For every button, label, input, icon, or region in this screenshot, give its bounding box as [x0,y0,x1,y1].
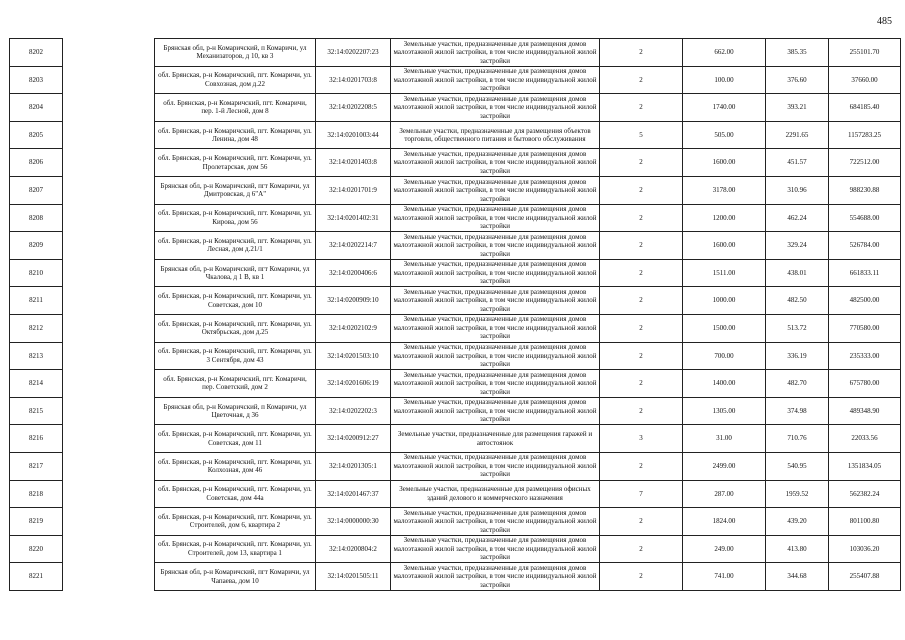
use-group-code-cell: 2 [600,535,683,563]
cadastral-number-cell: 32:14:0202214:7 [316,232,391,260]
land-use-cell: Земельные участки, предназначенные для размещения домов малоэтажной жилой застройки, в том числе индивидуальной жилой застройки [391,287,600,315]
specific-value-cell: 1959.52 [766,480,829,508]
cadastral-number-cell: 32:14:0202202:3 [316,397,391,425]
address-cell: Брянская обл, р-н Комаричский, пгт Комаричи, ул Чапаева, дом 10 [155,563,316,591]
row-number-cell: 8204 [10,94,63,122]
specific-value-cell: 329.24 [766,232,829,260]
land-use-cell: Земельные участки, предназначенные для размещения объектов торговли, общественного питания и бытового обслуживания [391,121,600,149]
row-number-cell: 8216 [10,425,63,453]
cadastral-value-cell: 37660.00 [829,66,901,94]
cadastral-value-cell: 988230.88 [829,176,901,204]
use-group-code-cell: 2 [600,314,683,342]
table-row [10,535,901,563]
area-cell: 1200.00 [683,204,766,232]
land-use-cell: Земельные участки, предназначенные для размещения офисных зданий делового и коммерческого назначения [391,480,600,508]
blank-cell [63,94,155,122]
specific-value-cell: 439.20 [766,508,829,536]
specific-value-cell: 344.68 [766,563,829,591]
table-row [10,508,901,536]
use-group-code-cell: 2 [600,39,683,67]
specific-value-cell: 393.21 [766,94,829,122]
specific-value-cell: 336.19 [766,342,829,370]
specific-value-cell: 376.60 [766,66,829,94]
use-group-code-cell: 3 [600,425,683,453]
area-cell: 1305.00 [683,397,766,425]
use-group-code-cell: 2 [600,94,683,122]
address-cell: обл. Брянская, р-н Комаричский, пгт. Комаричи, ул. Лесная, дом д.21/1 [155,232,316,260]
address-cell: обл. Брянская, р-н Комаричский, пгт. Комаричи, пер. Советский, дом 2 [155,370,316,398]
land-use-cell: Земельные участки, предназначенные для размещения домов малоэтажной жилой застройки, в том числе индивидуальной жилой застройки [391,535,600,563]
table-body [10,39,901,591]
address-cell: обл. Брянская, р-н Комаричский, пгт. Комаричи, ул. Строителей, дом 13, квартира 1 [155,535,316,563]
use-group-code-cell: 2 [600,204,683,232]
cadastral-number-cell: 32:14:0202102:9 [316,314,391,342]
blank-cell [63,342,155,370]
blank-cell [63,535,155,563]
cadastral-value-cell: 1351834.05 [829,452,901,480]
use-group-code-cell: 2 [600,149,683,177]
table-row [10,94,901,122]
address-cell: Брянская обл, р-н Комаричский, п Комаричи, ул Механизаторов, д 10, кв 3 [155,39,316,67]
land-use-cell: Земельные участки, предназначенные для размещения домов малоэтажной жилой застройки, в том числе индивидуальной жилой застройки [391,66,600,94]
table-row [10,425,901,453]
blank-cell [63,508,155,536]
specific-value-cell: 710.76 [766,425,829,453]
cadastral-value-cell: 235333.00 [829,342,901,370]
table-row [10,149,901,177]
land-registry-table [9,38,901,591]
address-cell: обл. Брянская, р-н Комаричский, пгт. Комаричи, ул. Совхозная, дом д.22 [155,66,316,94]
table-row [10,121,901,149]
area-cell: 249.00 [683,535,766,563]
area-cell: 1000.00 [683,287,766,315]
use-group-code-cell: 2 [600,66,683,94]
land-use-cell: Земельные участки, предназначенные для размещения домов малоэтажной жилой застройки, в том числе индивидуальной жилой застройки [391,204,600,232]
cadastral-number-cell: 32:14:0202208:5 [316,94,391,122]
area-cell: 1511.00 [683,259,766,287]
table-row [10,259,901,287]
cadastral-number-cell: 32:14:0200804:2 [316,535,391,563]
area-cell: 2499.00 [683,452,766,480]
specific-value-cell: 540.95 [766,452,829,480]
cadastral-number-cell: 32:14:0200909:10 [316,287,391,315]
area-cell: 1400.00 [683,370,766,398]
address-cell: Брянская обл, р-н Комаричский, п Комаричи, ул Цветочная, д 36 [155,397,316,425]
area-cell: 1500.00 [683,314,766,342]
cadastral-number-cell: 32:14:0201305:1 [316,452,391,480]
address-cell: обл. Брянская, р-н Комаричский, пгт. Комаричи, ул. Советская, дом 44а [155,480,316,508]
blank-cell [63,66,155,94]
land-use-cell: Земельные участки, предназначенные для размещения домов малоэтажной жилой застройки, в том числе индивидуальной жилой застройки [391,94,600,122]
use-group-code-cell: 7 [600,480,683,508]
table-row [10,397,901,425]
area-cell: 1600.00 [683,149,766,177]
area-cell: 1740.00 [683,94,766,122]
row-number-cell: 8206 [10,149,63,177]
address-cell: обл. Брянская, р-н Комаричский, пгт. Комаричи, ул. Строителей, дом 6, квартира 2 [155,508,316,536]
table-row [10,204,901,232]
use-group-code-cell: 2 [600,370,683,398]
area-cell: 700.00 [683,342,766,370]
cadastral-value-cell: 661833.11 [829,259,901,287]
blank-cell [63,287,155,315]
cadastral-value-cell: 554688.00 [829,204,901,232]
cadastral-number-cell: 32:14:0201402:31 [316,204,391,232]
table-row [10,66,901,94]
specific-value-cell: 482.70 [766,370,829,398]
blank-cell [63,149,155,177]
blank-cell [63,314,155,342]
cadastral-number-cell: 32:14:0201503:10 [316,342,391,370]
address-cell: обл. Брянская, р-н Комаричский, пгт. Комаричи, ул. Кирова, дом 56 [155,204,316,232]
row-number-cell: 8213 [10,342,63,370]
land-use-cell: Земельные участки, предназначенные для размещения домов малоэтажной жилой застройки, в том числе индивидуальной жилой застройки [391,508,600,536]
cadastral-value-cell: 482500.00 [829,287,901,315]
row-number-cell: 8203 [10,66,63,94]
specific-value-cell: 451.57 [766,149,829,177]
area-cell: 100.00 [683,66,766,94]
use-group-code-cell: 2 [600,232,683,260]
blank-cell [63,176,155,204]
address-cell: обл. Брянская, р-н Комаричский, пгт. Комаричи, ул. Колхозная, дом 46 [155,452,316,480]
blank-cell [63,425,155,453]
row-number-cell: 8217 [10,452,63,480]
area-cell: 31.00 [683,425,766,453]
row-number-cell: 8215 [10,397,63,425]
cadastral-value-cell: 770580.00 [829,314,901,342]
row-number-cell: 8211 [10,287,63,315]
cadastral-number-cell: 32:14:0201467:37 [316,480,391,508]
use-group-code-cell: 2 [600,287,683,315]
row-number-cell: 8219 [10,508,63,536]
cadastral-number-cell: 32:14:0202207:23 [316,39,391,67]
specific-value-cell: 374.98 [766,397,829,425]
address-cell: обл. Брянская, р-н Комаричский, пгт. Комаричи, ул. 3 Сентября, дом 43 [155,342,316,370]
cadastral-value-cell: 562382.24 [829,480,901,508]
area-cell: 287.00 [683,480,766,508]
blank-cell [63,563,155,591]
table-row [10,342,901,370]
table-row [10,480,901,508]
area-cell: 741.00 [683,563,766,591]
table-row [10,39,901,67]
use-group-code-cell: 2 [600,508,683,536]
address-cell: Брянская обл, р-н Комаричский, пгт Комаричи, ул Дмитровская, д 6"А" [155,176,316,204]
table-row [10,452,901,480]
land-use-cell: Земельные участки, предназначенные для размещения домов малоэтажной жилой застройки, в том числе индивидуальной жилой застройки [391,397,600,425]
table-row [10,176,901,204]
land-use-cell: Земельные участки, предназначенные для размещения домов малоэтажной жилой застройки, в том числе индивидуальной жилой застройки [391,370,600,398]
land-use-cell: Земельные участки, предназначенные для размещения домов малоэтажной жилой застройки, в том числе индивидуальной жилой застройки [391,563,600,591]
row-number-cell: 8208 [10,204,63,232]
blank-cell [63,370,155,398]
row-number-cell: 8205 [10,121,63,149]
land-use-cell: Земельные участки, предназначенные для размещения домов малоэтажной жилой застройки, в том числе индивидуальной жилой застройки [391,342,600,370]
address-cell: обл. Брянская, р-н Комаричский, пгт. Комаричи, ул. Советская, дом 10 [155,287,316,315]
row-number-cell: 8210 [10,259,63,287]
row-number-cell: 8202 [10,39,63,67]
land-use-cell: Земельные участки, предназначенные для размещения домов малоэтажной жилой застройки, в том числе индивидуальной жилой застройки [391,452,600,480]
specific-value-cell: 513.72 [766,314,829,342]
cadastral-number-cell: 32:14:0200912:27 [316,425,391,453]
page-number: 485 [877,16,892,27]
row-number-cell: 8218 [10,480,63,508]
cadastral-value-cell: 1157283.25 [829,121,901,149]
use-group-code-cell: 2 [600,563,683,591]
use-group-code-cell: 2 [600,397,683,425]
land-use-cell: Земельные участки, предназначенные для размещения домов малоэтажной жилой застройки, в том числе индивидуальной жилой застройки [391,39,600,67]
cadastral-value-cell: 684185.40 [829,94,901,122]
cadastral-number-cell: 32:14:0200406:6 [316,259,391,287]
land-use-cell: Земельные участки, предназначенные для размещения домов малоэтажной жилой застройки, в том числе индивидуальной жилой застройки [391,149,600,177]
area-cell: 662.00 [683,39,766,67]
land-use-cell: Земельные участки, предназначенные для размещения домов малоэтажной жилой застройки, в том числе индивидуальной жилой застройки [391,176,600,204]
table-row [10,563,901,591]
use-group-code-cell: 5 [600,121,683,149]
cadastral-value-cell: 255407.88 [829,563,901,591]
blank-cell [63,452,155,480]
specific-value-cell: 413.80 [766,535,829,563]
specific-value-cell: 2291.65 [766,121,829,149]
cadastral-value-cell: 255101.70 [829,39,901,67]
land-use-cell: Земельные участки, предназначенные для размещения домов малоэтажной жилой застройки, в том числе индивидуальной жилой застройки [391,314,600,342]
cadastral-value-cell: 103036.20 [829,535,901,563]
cadastral-number-cell: 32:14:0201701:9 [316,176,391,204]
cadastral-value-cell: 22033.56 [829,425,901,453]
table-row [10,314,901,342]
address-cell: обл. Брянская, р-н Комаричский, пгт. Комаричи, ул. Пролетарская, дом 56 [155,149,316,177]
land-use-cell: Земельные участки, предназначенные для размещения домов малоэтажной жилой застройки, в том числе индивидуальной жилой застройки [391,232,600,260]
area-cell: 3178.00 [683,176,766,204]
cadastral-number-cell: 32:14:0201003:44 [316,121,391,149]
specific-value-cell: 385.35 [766,39,829,67]
blank-cell [63,121,155,149]
use-group-code-cell: 2 [600,259,683,287]
table-row [10,232,901,260]
table-row [10,287,901,315]
blank-cell [63,480,155,508]
specific-value-cell: 482.50 [766,287,829,315]
row-number-cell: 8220 [10,535,63,563]
use-group-code-cell: 2 [600,452,683,480]
blank-cell [63,259,155,287]
specific-value-cell: 310.96 [766,176,829,204]
cadastral-number-cell: 32:14:0000000:30 [316,508,391,536]
address-cell: обл. Брянская, р-н Комаричский, пгт. Комаричи, ул. Ленина, дом 48 [155,121,316,149]
table-row [10,370,901,398]
address-cell: обл. Брянская, р-н Комаричский, пгт. Комаричи, ул. Советская, дом 11 [155,425,316,453]
cadastral-value-cell: 526784.00 [829,232,901,260]
address-cell: обл. Брянская, р-н Комаричский, пгт. Комаричи, пер. 1-й Лесной, дом 8 [155,94,316,122]
blank-cell [63,397,155,425]
cadastral-value-cell: 722512.00 [829,149,901,177]
area-cell: 505.00 [683,121,766,149]
cadastral-number-cell: 32:14:0201505:11 [316,563,391,591]
area-cell: 1600.00 [683,232,766,260]
land-use-cell: Земельные участки, предназначенные для размещения гаражей и автостоянок [391,425,600,453]
area-cell: 1824.00 [683,508,766,536]
land-use-cell: Земельные участки, предназначенные для размещения домов малоэтажной жилой застройки, в том числе индивидуальной жилой застройки [391,259,600,287]
row-number-cell: 8209 [10,232,63,260]
cadastral-number-cell: 32:14:0201403:8 [316,149,391,177]
row-number-cell: 8212 [10,314,63,342]
cadastral-value-cell: 675780.00 [829,370,901,398]
specific-value-cell: 438.01 [766,259,829,287]
use-group-code-cell: 2 [600,176,683,204]
blank-cell [63,232,155,260]
row-number-cell: 8207 [10,176,63,204]
cadastral-value-cell: 801100.80 [829,508,901,536]
cadastral-number-cell: 32:14:0201703:8 [316,66,391,94]
row-number-cell: 8214 [10,370,63,398]
address-cell: обл. Брянская, р-н Комаричский, пгт. Комаричи, ул. Октябрьская, дом д.25 [155,314,316,342]
cadastral-value-cell: 489348.90 [829,397,901,425]
specific-value-cell: 462.24 [766,204,829,232]
address-cell: Брянская обл, р-н Комаричский, пгт Комаричи, ул Чкалова, д 1 В, кв 1 [155,259,316,287]
blank-cell [63,204,155,232]
row-number-cell: 8221 [10,563,63,591]
use-group-code-cell: 2 [600,342,683,370]
cadastral-number-cell: 32:14:0201606:19 [316,370,391,398]
blank-cell [63,39,155,67]
